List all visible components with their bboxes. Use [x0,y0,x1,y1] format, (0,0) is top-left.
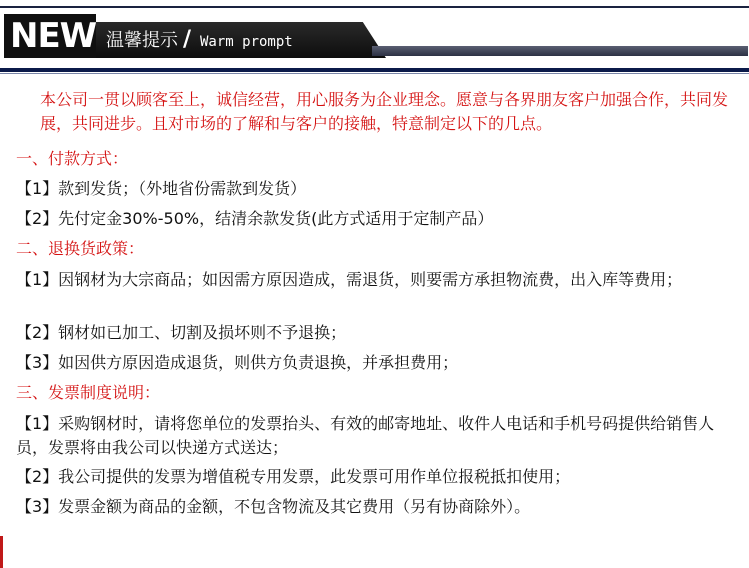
invoice-item-3: 【3】发票金额为商品的金额，不包含物流及其它费用（另有协商除外）。 [16,497,531,516]
payment-item-1: 【1】款到发货；（外地省份需款到发货） [16,179,307,198]
title-chinese: 温馨提示 [106,30,178,51]
invoice-item-2: 【2】我公司提供的发票为增值税专用发票，此发票可用作单位报税抵扣使用； [16,467,571,486]
top-divider [0,6,749,8]
returns-item-2: 【2】钢材如已加工、切割及损坏则不予退换； [16,323,347,342]
section-divider-thin [0,73,749,74]
section-heading-payment: 一、付款方式： [16,149,129,168]
invoice-item-1: 【1】采购钢材时，请将您单位的发票抬头、有效的邮寄地址、收件人电话和手机号码提供给销售人员，发票将由我公司以快递方式送达； [16,414,715,457]
header-rule [372,46,748,56]
returns-item-3: 【3】如因供方原因造成退货，则供方负责退换，并承担费用； [16,353,459,372]
section-heading-invoice: 三、发票制度说明： [16,383,161,402]
new-badge: NEW [4,14,96,58]
side-accent-mark [0,536,3,568]
title-english: Warm prompt [200,34,293,50]
payment-item-2: 【2】先付定金30%-50%，结清余款发货(此方式适用于定制产品） [16,209,494,228]
intro-paragraph: 本公司一贯以顾客至上，诚信经营，用心服务为企业理念。愿意与各界朋友客户加强合作，共同发展，共同进步。且对市场的了解和与客户的接触，特意制定以下的几点。 [40,90,729,133]
title-slash: / [183,27,192,52]
returns-item-1: 【1】因钢材为大宗商品；如因需方原因造成，需退货，则要需方承担物流费，出入库等费用； [16,270,683,289]
section-divider [0,68,749,72]
section-heading-returns: 二、退换货政策： [16,239,145,258]
